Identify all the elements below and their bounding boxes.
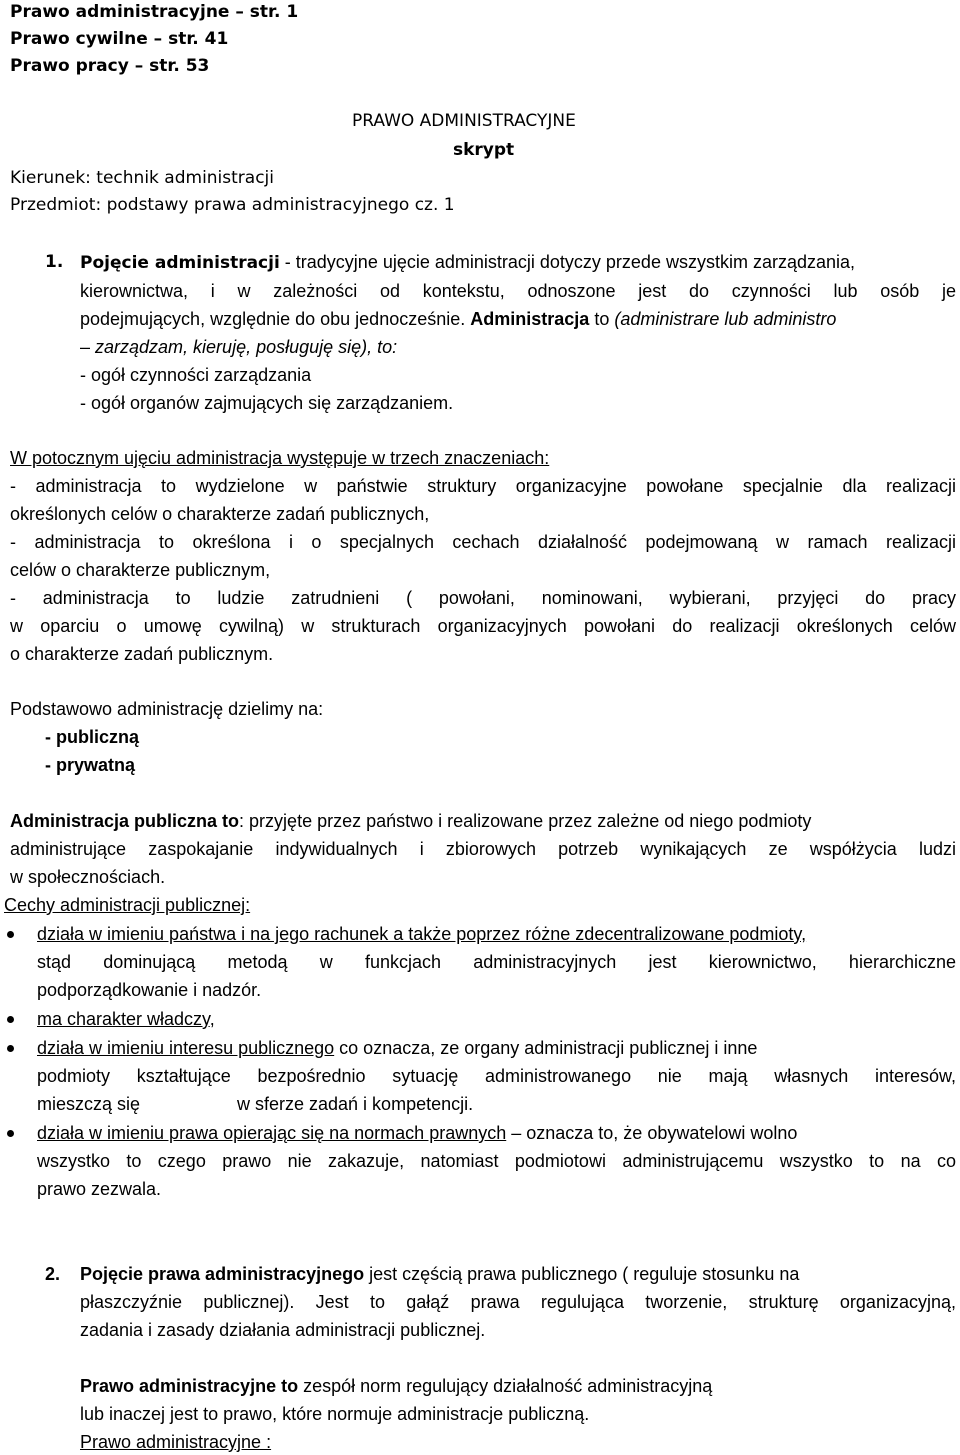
colloquial-line-1: - administracja to wydzielone w państwie struktury organizacyjne powołane specjalnie dla realizacji (10, 476, 956, 496)
feature-1-line-2: stąd dominującą metodą w funkcjach administracyjnych jest kierownictwo, hierarchiczne (37, 952, 956, 972)
section-2-line-3: zadania i zasady działania administracji publicznej. (80, 1320, 486, 1340)
feature-1-line-1: działa w imieniu państwa i na jego rachunek a także poprzez różne zdecentralizowane podmioty, (37, 924, 807, 944)
feature-2-underlined: ma charakter władczy (37, 1009, 210, 1029)
section-1-administracja-bold: Administracja (470, 309, 590, 329)
public-admin-line-2: administrujące zaspokajanie indywidualnych i zbiorowych potrzeb wynikających ze współżycia ludzi (10, 839, 956, 859)
division-intro: Podstawowo administrację dzielimy na: (10, 699, 324, 719)
division-public: - publiczną (45, 727, 139, 747)
section-1-dash: – (80, 337, 96, 357)
public-admin-line-1 (10, 809, 956, 833)
feature-1-line-3: podporządkowanie i nadzór. (37, 980, 262, 1000)
feature-4-line-3: prawo zezwala. (37, 1179, 162, 1199)
section-2-term: Pojęcie prawa administracyjnego (80, 1264, 365, 1284)
section-1-line-4 (80, 335, 397, 359)
colloquial-line-3: - administracja to określona i o specjalnych cechach działalność podejmowaną w ramach realizacji (10, 532, 956, 552)
feature-3-line-1 (37, 1036, 757, 1060)
public-admin-line-3: w społecznościach. (10, 867, 166, 887)
section-1-line-5: - ogół czynności zarządzania (80, 365, 312, 385)
document-title: PRAWO ADMINISTRACYJNE (352, 111, 576, 131)
division-private: - prywatną (45, 755, 136, 775)
section-1-to: to (589, 309, 615, 329)
bullet-icon (7, 1045, 14, 1052)
feature-2-comma: , (209, 1009, 215, 1029)
feature-3-line-3b: w sferze zadań i kompetencji. (237, 1094, 474, 1114)
colloquial-meaning-heading: W potocznym ujęciu administracja występuje w trzech znaczeniach: (10, 448, 550, 468)
document-subtitle: skrypt (453, 140, 515, 160)
section-1-line-3 (80, 307, 836, 331)
colloquial-line-2: określonych celów o charakterze zadań publicznych, (10, 504, 430, 524)
feature-3-line-3a: mieszczą się (37, 1094, 141, 1114)
bullet-icon (7, 931, 14, 938)
admin-law-definition-line-2: lub inaczej jest to prawo, które normuje administracje publiczną. (80, 1404, 590, 1424)
section-1-line-6: - ogół organów zajmujących się zarządzaniem. (80, 393, 454, 413)
colloquial-line-6: w oparciu o umowę cywilną) w strukturach organizacyjnych powołani do realizacji określonych celów (10, 616, 956, 636)
feature-3-line-1-text: co oznacza, ze organy administracji publicznej i inne (334, 1038, 758, 1058)
feature-4-line-2: wszystko to czego prawo nie zakazuje, natomiast podmiotowi administrującemu wszystko to na co (37, 1151, 956, 1171)
section-1-latin-etymology: (administrare lub administro (614, 309, 837, 329)
section-1-line-3-text: podejmujących, względnie do obu jednocześnie. (80, 309, 471, 329)
feature-3-underlined: działa w imieniu interesu publicznego (37, 1038, 335, 1058)
admin-law-definition-line-1 (80, 1374, 712, 1398)
section-1-line-1-text: - tradycyjne ujęcie administracji dotyczy przede wszystkim zarządzania, (279, 252, 856, 272)
colloquial-line-5: - administracja to ludzie zatrudnieni ( powołani, nominowani, wybierani, przyjęci do pracy (10, 588, 956, 608)
bullet-icon (7, 1130, 14, 1137)
section-1-line-2: kierownictwa, i w zależności od kontekstu, odnoszone jest do czynności lub osób je (80, 281, 956, 301)
feature-3-line-2: podmioty kształtujące bezpośrednio sytuację administrowanego nie mają własnych interesów, (37, 1066, 956, 1086)
admin-law-definition-text: zespół norm regulujący działalność administracyjną (298, 1376, 713, 1396)
meta-kierunek: Kierunek: technik administracji (10, 168, 275, 188)
toc-item-labour: Prawo pracy – str. 53 (10, 56, 210, 76)
admin-law-subheading: Prawo administracyjne : (80, 1432, 272, 1452)
section-2-line-2: płaszczyźnie publicznej). Jest to gałąź prawa regulująca tworzenie, strukturę organizacyjną, (80, 1292, 956, 1312)
feature-2 (37, 1007, 215, 1031)
section-1-number: 1. (45, 252, 64, 272)
public-admin-line-1-text: : przyjęte przez państwo i realizowane przez zależne od niego podmioty (239, 811, 812, 831)
toc-item-admin: Prawo administracyjne – str. 1 (10, 2, 299, 22)
colloquial-line-7: o charakterze zadań publicznym. (10, 644, 274, 664)
toc-item-civil: Prawo cywilne – str. 41 (10, 29, 229, 49)
bullet-icon (7, 1016, 14, 1023)
section-2-number: 2. (45, 1264, 61, 1284)
colloquial-line-4: celów o charakterze publicznym, (10, 560, 271, 580)
feature-4-line-1 (37, 1121, 797, 1145)
feature-4-underlined: działa w imieniu prawa opierając się na normach prawnych (37, 1123, 507, 1143)
public-admin-term: Administracja publiczna to (10, 811, 240, 831)
feature-4-line-1-text: – oznacza to, że obywatelowi wolno (506, 1123, 798, 1143)
admin-law-term: Prawo administracyjne to (80, 1376, 299, 1396)
meta-przedmiot: Przedmiot: podstawy prawa administracyjnego cz. 1 (10, 195, 455, 215)
section-2-line-1 (80, 1262, 799, 1286)
section-1-term: Pojęcie administracji (80, 253, 280, 273)
section-1-line-1 (80, 250, 855, 275)
features-heading: Cechy administracji publicznej: (4, 895, 251, 915)
section-2-line-1-text: jest częścią prawa publicznego ( reguluje stosunku na (364, 1264, 800, 1284)
section-1-line-4-text: zarządzam, kieruję, posługuję się), to: (95, 337, 398, 357)
